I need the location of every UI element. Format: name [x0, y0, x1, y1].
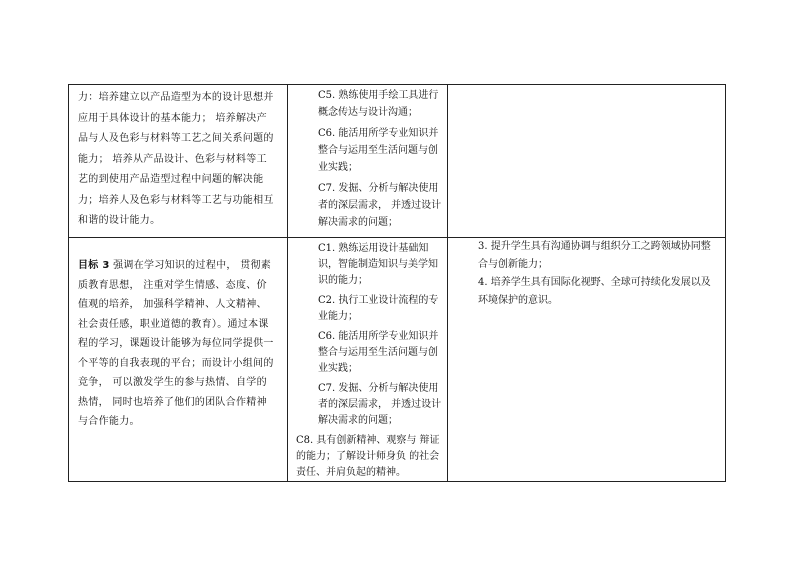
- table-row: [69, 85, 726, 238]
- ability-cell: [448, 238, 726, 482]
- objective-description-cell: [69, 238, 288, 482]
- ability-item: 3. 提升学生具有沟通协调与组织分工之跨领域协同整合与创新能力；: [478, 241, 711, 270]
- competency-item: C8. 具有创新精神、观察与 辩证的能力；了解设计师身负 的社会责任、并肩负起的精神。: [296, 435, 440, 478]
- competency-item: C2. 执行工业设计流程的专业能力；: [318, 295, 439, 322]
- competency-cell: [288, 85, 448, 238]
- competency-item: C7. 发掘、分析与解决使用者的深层需求， 并透过设计解决需求的问题；: [318, 383, 442, 426]
- competency-item: C7. 发掘、分析与解决使用者的深层需求， 并透过设计解决需求的问题；: [318, 183, 442, 228]
- objectives-table: [68, 84, 726, 482]
- table-row: [69, 238, 726, 482]
- objective-label: 目标 3: [78, 260, 110, 271]
- ability-cell: [448, 85, 726, 238]
- objective-description-text: [69, 256, 287, 432]
- objective-description-text: 力：培养建立以产品造型为本的设计思想并应用于具体设计的基本能力； 培养解决产品与人及色彩与材料等工艺之间关系问题的能力； 培养从产品设计、色彩与材料等工艺的到使用产品造型过程中问题的解决能力；培养人及色彩与材料等工艺与功能相互和谐的设计能力。: [78, 92, 274, 226]
- competency-item: C5. 熟练使用手绘工具进行概念传达与设计沟通；: [318, 90, 439, 118]
- competency-item: C1. 熟练运用设计基础知识，智能制造知识与美学知识的能力；: [318, 243, 438, 286]
- competency-item: C6. 能活用所学专业知识并整合与运用至生活问题与创业实践；: [318, 128, 439, 173]
- ability-item: 4. 培养学生具有国际化视野、全球可持续化发展以及环境保护的意识。: [478, 277, 711, 306]
- objective-body: 强调在学习知识的过程中， 贯彻素质教育思想， 注重对学生情感、态度、价值观的培养， 加强科学精神、人文精神、社会责任感，职业道德的教育）。通过本课程的学习，课题设计能够为每位同学提供一个平等的自我表现的平台；而设计小组间的竞争， 可以激发学生的参与热情、自学的热情， 同时也培养了他们的团队合作精神与合作能力。: [78, 260, 274, 427]
- objective-description-cell: [69, 85, 288, 238]
- competency-item: C6. 能活用所学专业知识并整合与运用至生活问题与创业实践；: [318, 331, 439, 374]
- competency-cell: [288, 238, 448, 482]
